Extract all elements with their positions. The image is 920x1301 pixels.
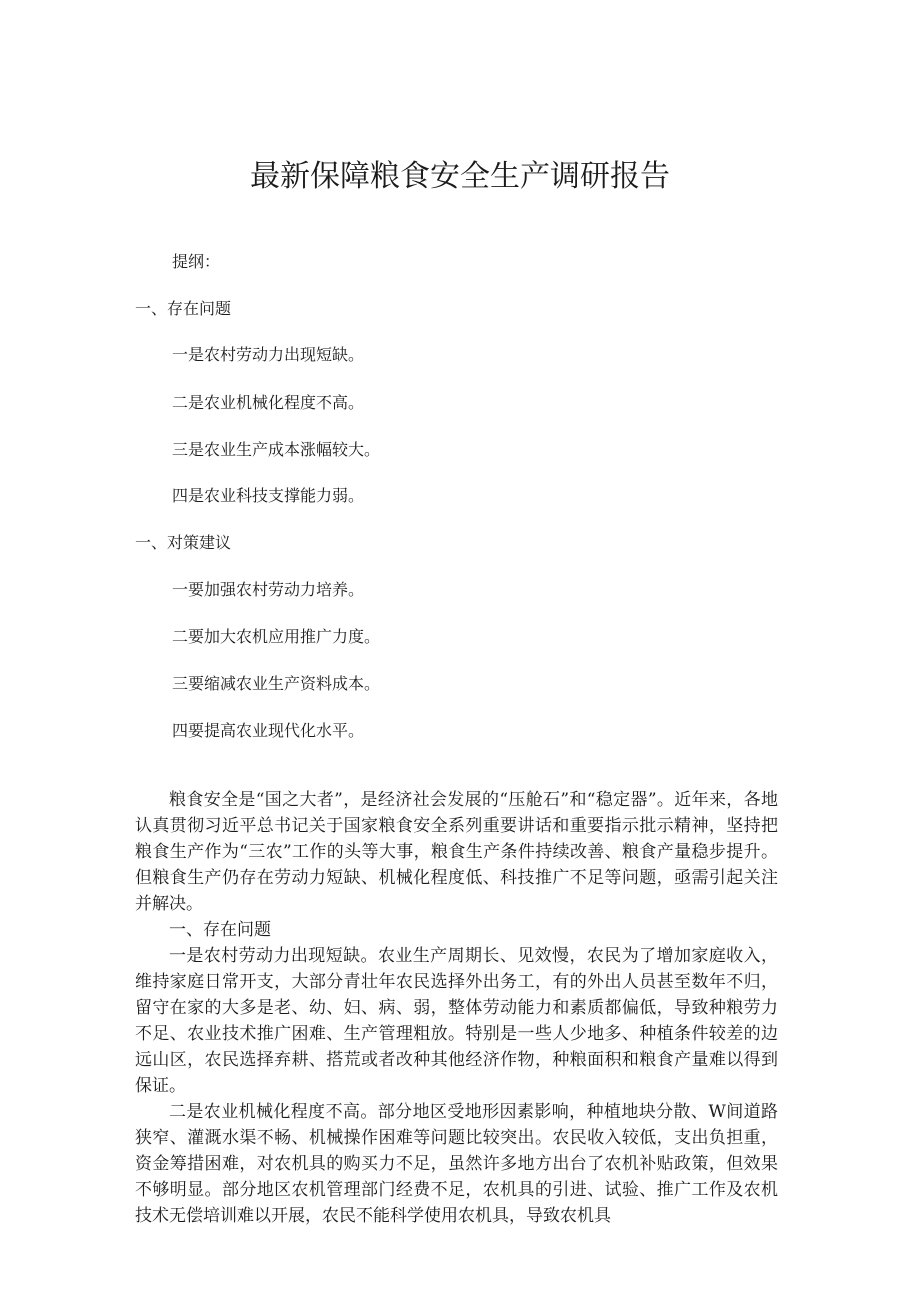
paragraph: 粮食安全是“国之大者”，是经济社会发展的“压舱石”和“稳定器”。近年来，各地认真贯彻习近平总书记关于国家粮食安全系列重要讲话和重要指示批示精神，坚持把粮食生产作为“三农”工作的头等大事，粮食生产条件持续改善、粮食产量稳步提升。但粮食生产仍存在劳动力短缺、机械化程度低、科技推广不足等问题，亟需引起关注并解决。 [135,790,778,914]
outline-section-heading: 一、存在问题 [135,299,232,318]
outline-section-heading: 一、对策建议 [135,533,232,552]
section-heading: 一、存在问题 [169,920,271,940]
document-title: 最新保障粮食安全生产调研报告 [250,159,670,194]
outline-item: 四要提高农业现代化水平。 [172,721,365,740]
paragraph: 二是农业机械化程度不高。部分地区受地形因素影响，种植地块分散、W间道路狭窄、灌溉水渠不畅、机械操作困难等问题比较突出。农民收入较低，支出负担重，资金筹措困难，对农机具的购买力不足，虽然许多地方出台了农机补贴政策，但效果不够明显。部分地区农机管理部门经费不足，农机具的引进、试验、推广工作及农机技术无偿培训难以开展，农民不能科学使用农机具，导致农机具 [135,1102,778,1226]
outline-item: 一要加强农村劳动力培养。 [172,580,365,599]
outline-item: 三要缩减农业生产资料成本。 [172,674,381,693]
outline-item: 二是农业机械化程度不高。 [172,393,365,412]
body-text [135,787,778,1229]
paragraph: 一是农村劳动力出现短缺。农业生产周期长、见效慢，农民为了增加家庭收入，维持家庭日常开支，大部分青壮年农民选择外出务工，有的外出人员甚至数年不归，留守在家的大多是老、幼、妇、病、弱，整体劳动能力和素质都偏低，导致种粮劳力不足、农业技术推广困难、生产管理粗放。特别是一些人少地多、种植条件较差的边远山区，农民选择弃耕、搭荒或者改种其他经济作物，种粮面积和粮食产量难以得到保证。 [135,946,778,1096]
outline-label: 提纲： [172,252,221,271]
outline-item: 二要加大农机应用推广力度。 [172,627,381,646]
outline-item: 三是农业生产成本涨幅较大。 [172,440,381,459]
outline-item: 四是农业科技支撑能力弱。 [172,486,365,505]
outline-item: 一是农村劳动力出现短缺。 [172,345,365,364]
